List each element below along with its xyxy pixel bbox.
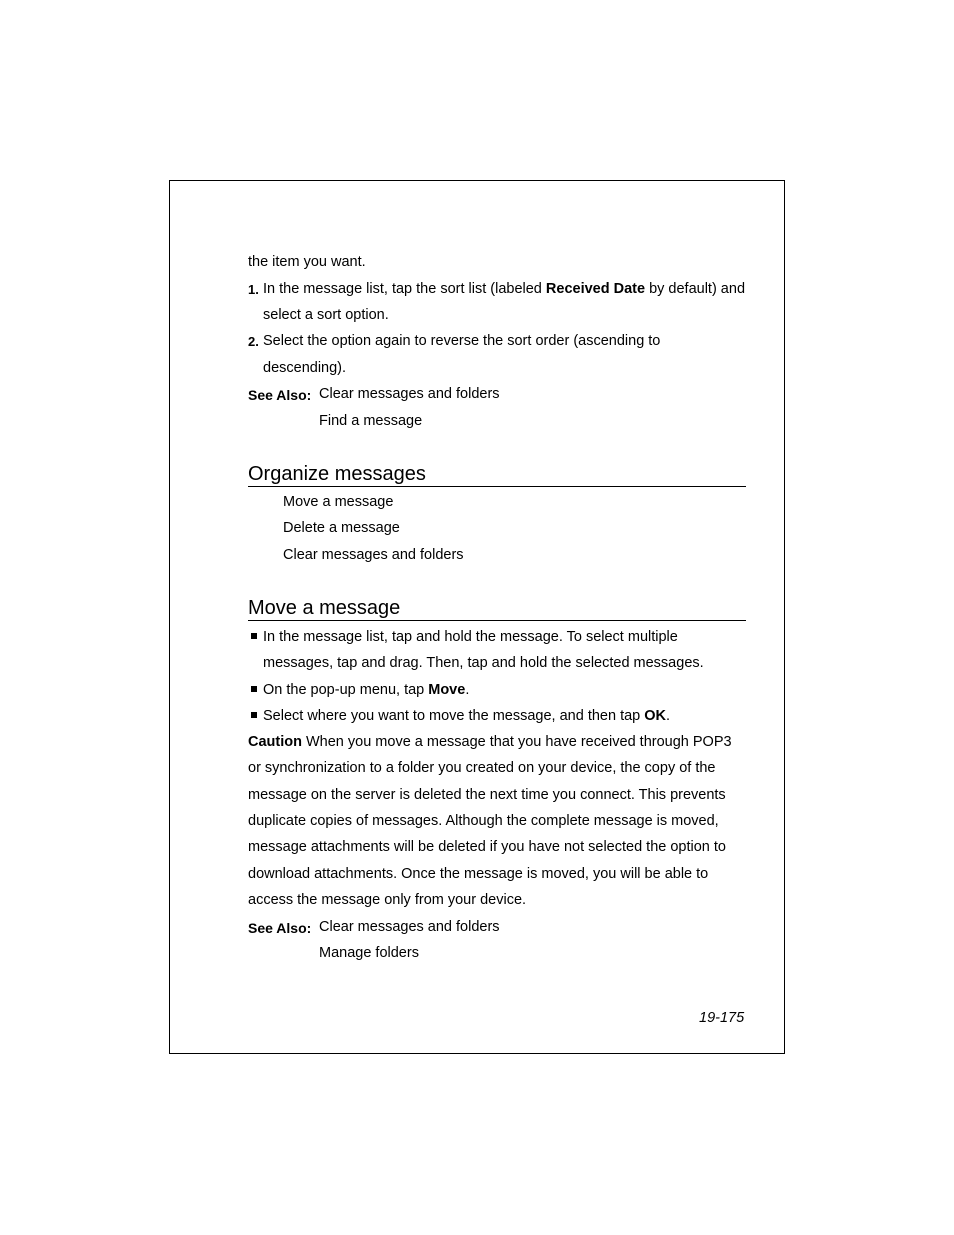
topic-link[interactable]: Clear messages and folders <box>283 547 464 563</box>
bullet-icon <box>251 712 257 718</box>
step-number: 2. <box>248 334 259 349</box>
caution-line: Caution When you move a message that you have received through POP3 <box>248 734 732 750</box>
step-text-continued: descending). <box>263 360 347 376</box>
caution-line: or synchronization to a folder you created on your device, the copy of the <box>248 760 716 776</box>
caution-line: message on the server is deleted the next time you connect. This prevents <box>248 787 726 803</box>
see-also-link[interactable]: Clear messages and folders <box>319 919 500 935</box>
see-also-link[interactable]: Find a message <box>319 413 423 429</box>
step-text: In the message list, tap the sort list (labeled Received Date by default) and <box>263 281 746 297</box>
bullet-text: In the message list, tap and hold the message. To select multiple <box>263 629 678 645</box>
topic-link[interactable]: Delete a message <box>283 520 400 536</box>
step-text-continued: select a sort option. <box>263 307 389 323</box>
caution-line: duplicate copies of messages. Although the complete message is moved, <box>248 813 719 829</box>
caution-line: access the message only from your device. <box>248 892 527 908</box>
see-also-link[interactable]: Clear messages and folders <box>319 386 500 402</box>
section-heading-organize: Organize messages <box>248 462 746 487</box>
see-also-link[interactable]: Manage folders <box>319 945 419 961</box>
caution-line: download attachments. Once the message is moved, you will be able to <box>248 866 709 882</box>
intro-line: the item you want. <box>248 254 366 270</box>
see-also-label: See Also: <box>248 920 312 936</box>
bullet-icon <box>251 633 257 639</box>
step-number: 1. <box>248 282 259 297</box>
bullet-text: Select where you want to move the message, and then tap OK. <box>263 708 671 724</box>
caution-label: Caution <box>248 734 302 750</box>
section-heading-move: Move a message <box>248 596 746 621</box>
caution-line: message attachments will be deleted if you have not selected the option to <box>248 839 726 855</box>
bullet-icon <box>251 686 257 692</box>
step-text: Select the option again to reverse the sort order (ascending to <box>263 333 661 349</box>
bullet-text-continued: messages, tap and drag. Then, tap and hold the selected messages. <box>263 655 704 671</box>
bullet-text: On the pop-up menu, tap Move. <box>263 682 470 698</box>
page-number: 19-175 <box>699 1010 745 1026</box>
see-also-label: See Also: <box>248 387 312 403</box>
topic-link[interactable]: Move a message <box>283 494 394 510</box>
